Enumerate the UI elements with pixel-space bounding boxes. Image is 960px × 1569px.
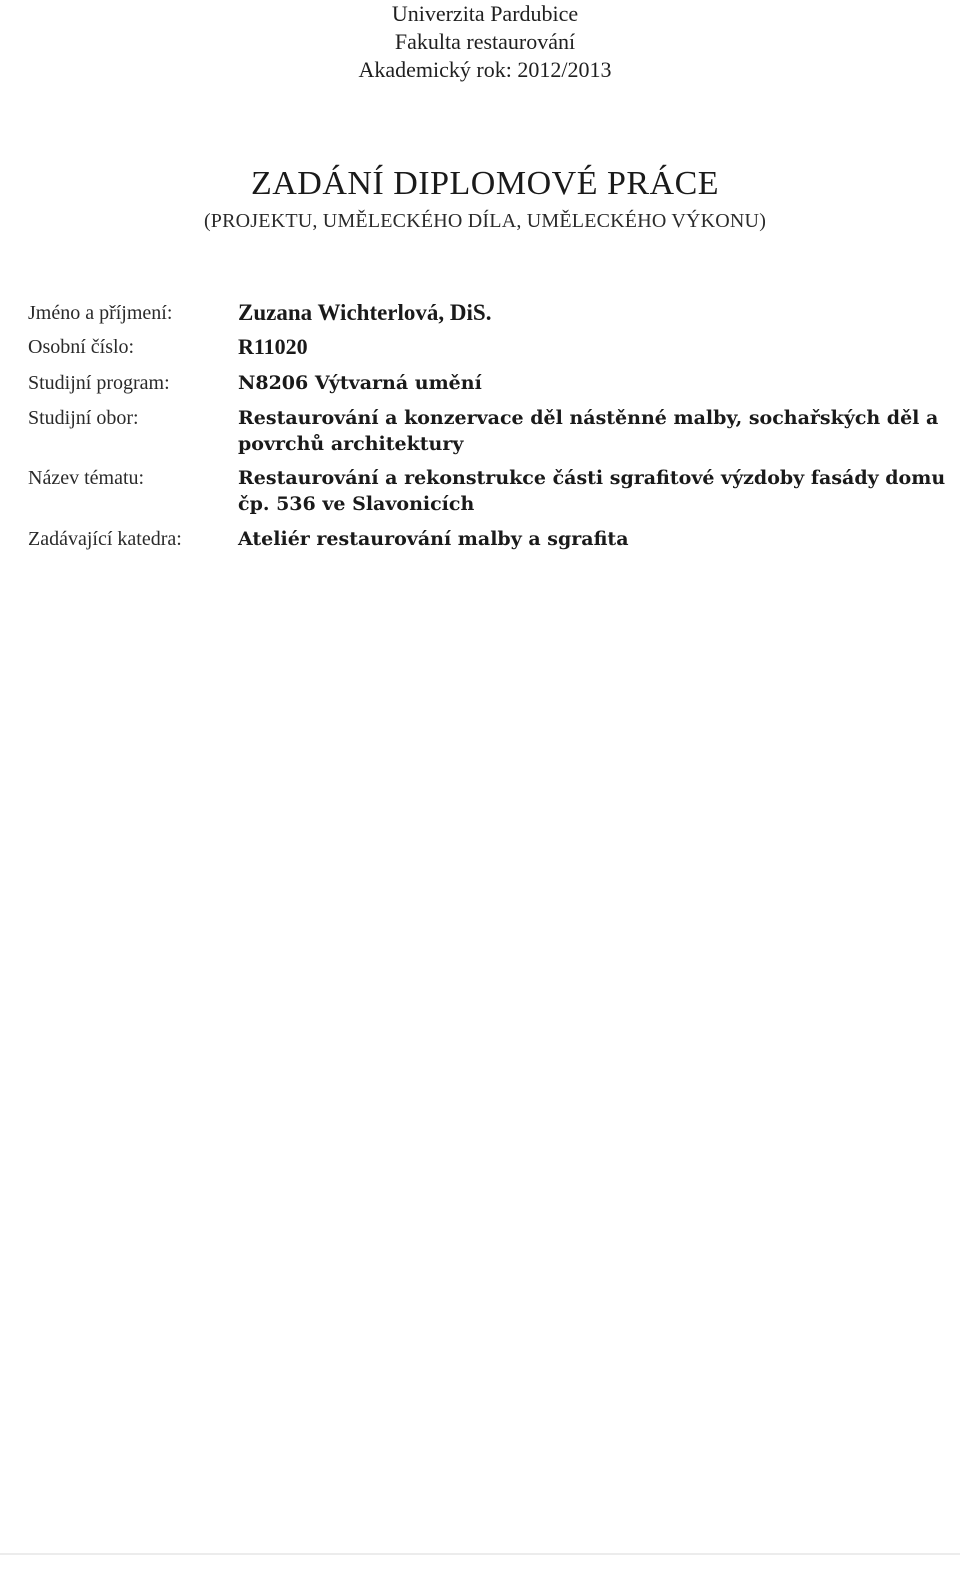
field-value: R11020 [238, 334, 308, 359]
field-label: Studijní program: [28, 372, 170, 394]
faculty-name: Fakulta restaurování [394, 29, 576, 54]
field-label: Studijní obor: [28, 407, 139, 429]
university-name: Univerzita Pardubice [391, 1, 579, 26]
field-value: Zuzana Wichterlová, DiS. [238, 300, 492, 325]
field-value: Ateliér restaurování malby a sgrafita [238, 528, 629, 550]
field-label: Zadávající katedra: [28, 528, 182, 550]
field-label: Osobní číslo: [28, 336, 135, 358]
document-title: ZADÁNÍ DIPLOMOVÉ PRÁCE [250, 165, 720, 202]
field-label: Název tématu: [28, 467, 145, 489]
scan-edge [0, 1553, 960, 1555]
field-value: Restaurování a rekonstrukce části sgrafitové výzdoby fasády domu čp. 536 ve Slavonicích [238, 467, 946, 515]
field-label: Jméno a příjmení: [28, 302, 173, 324]
academic-year: Akademický rok: 2012/2013 [358, 57, 612, 82]
document-subtitle: (PROJEKTU, UMĚLECKÉHO DÍLA, UMĚLECKÉHO VÝKONU) [203, 210, 767, 232]
field-value: Restaurování a konzervace děl nástěnné malby, sochařských děl a povrchů architektury [238, 407, 939, 455]
field-value: N8206 Výtvarná umění [238, 372, 482, 394]
